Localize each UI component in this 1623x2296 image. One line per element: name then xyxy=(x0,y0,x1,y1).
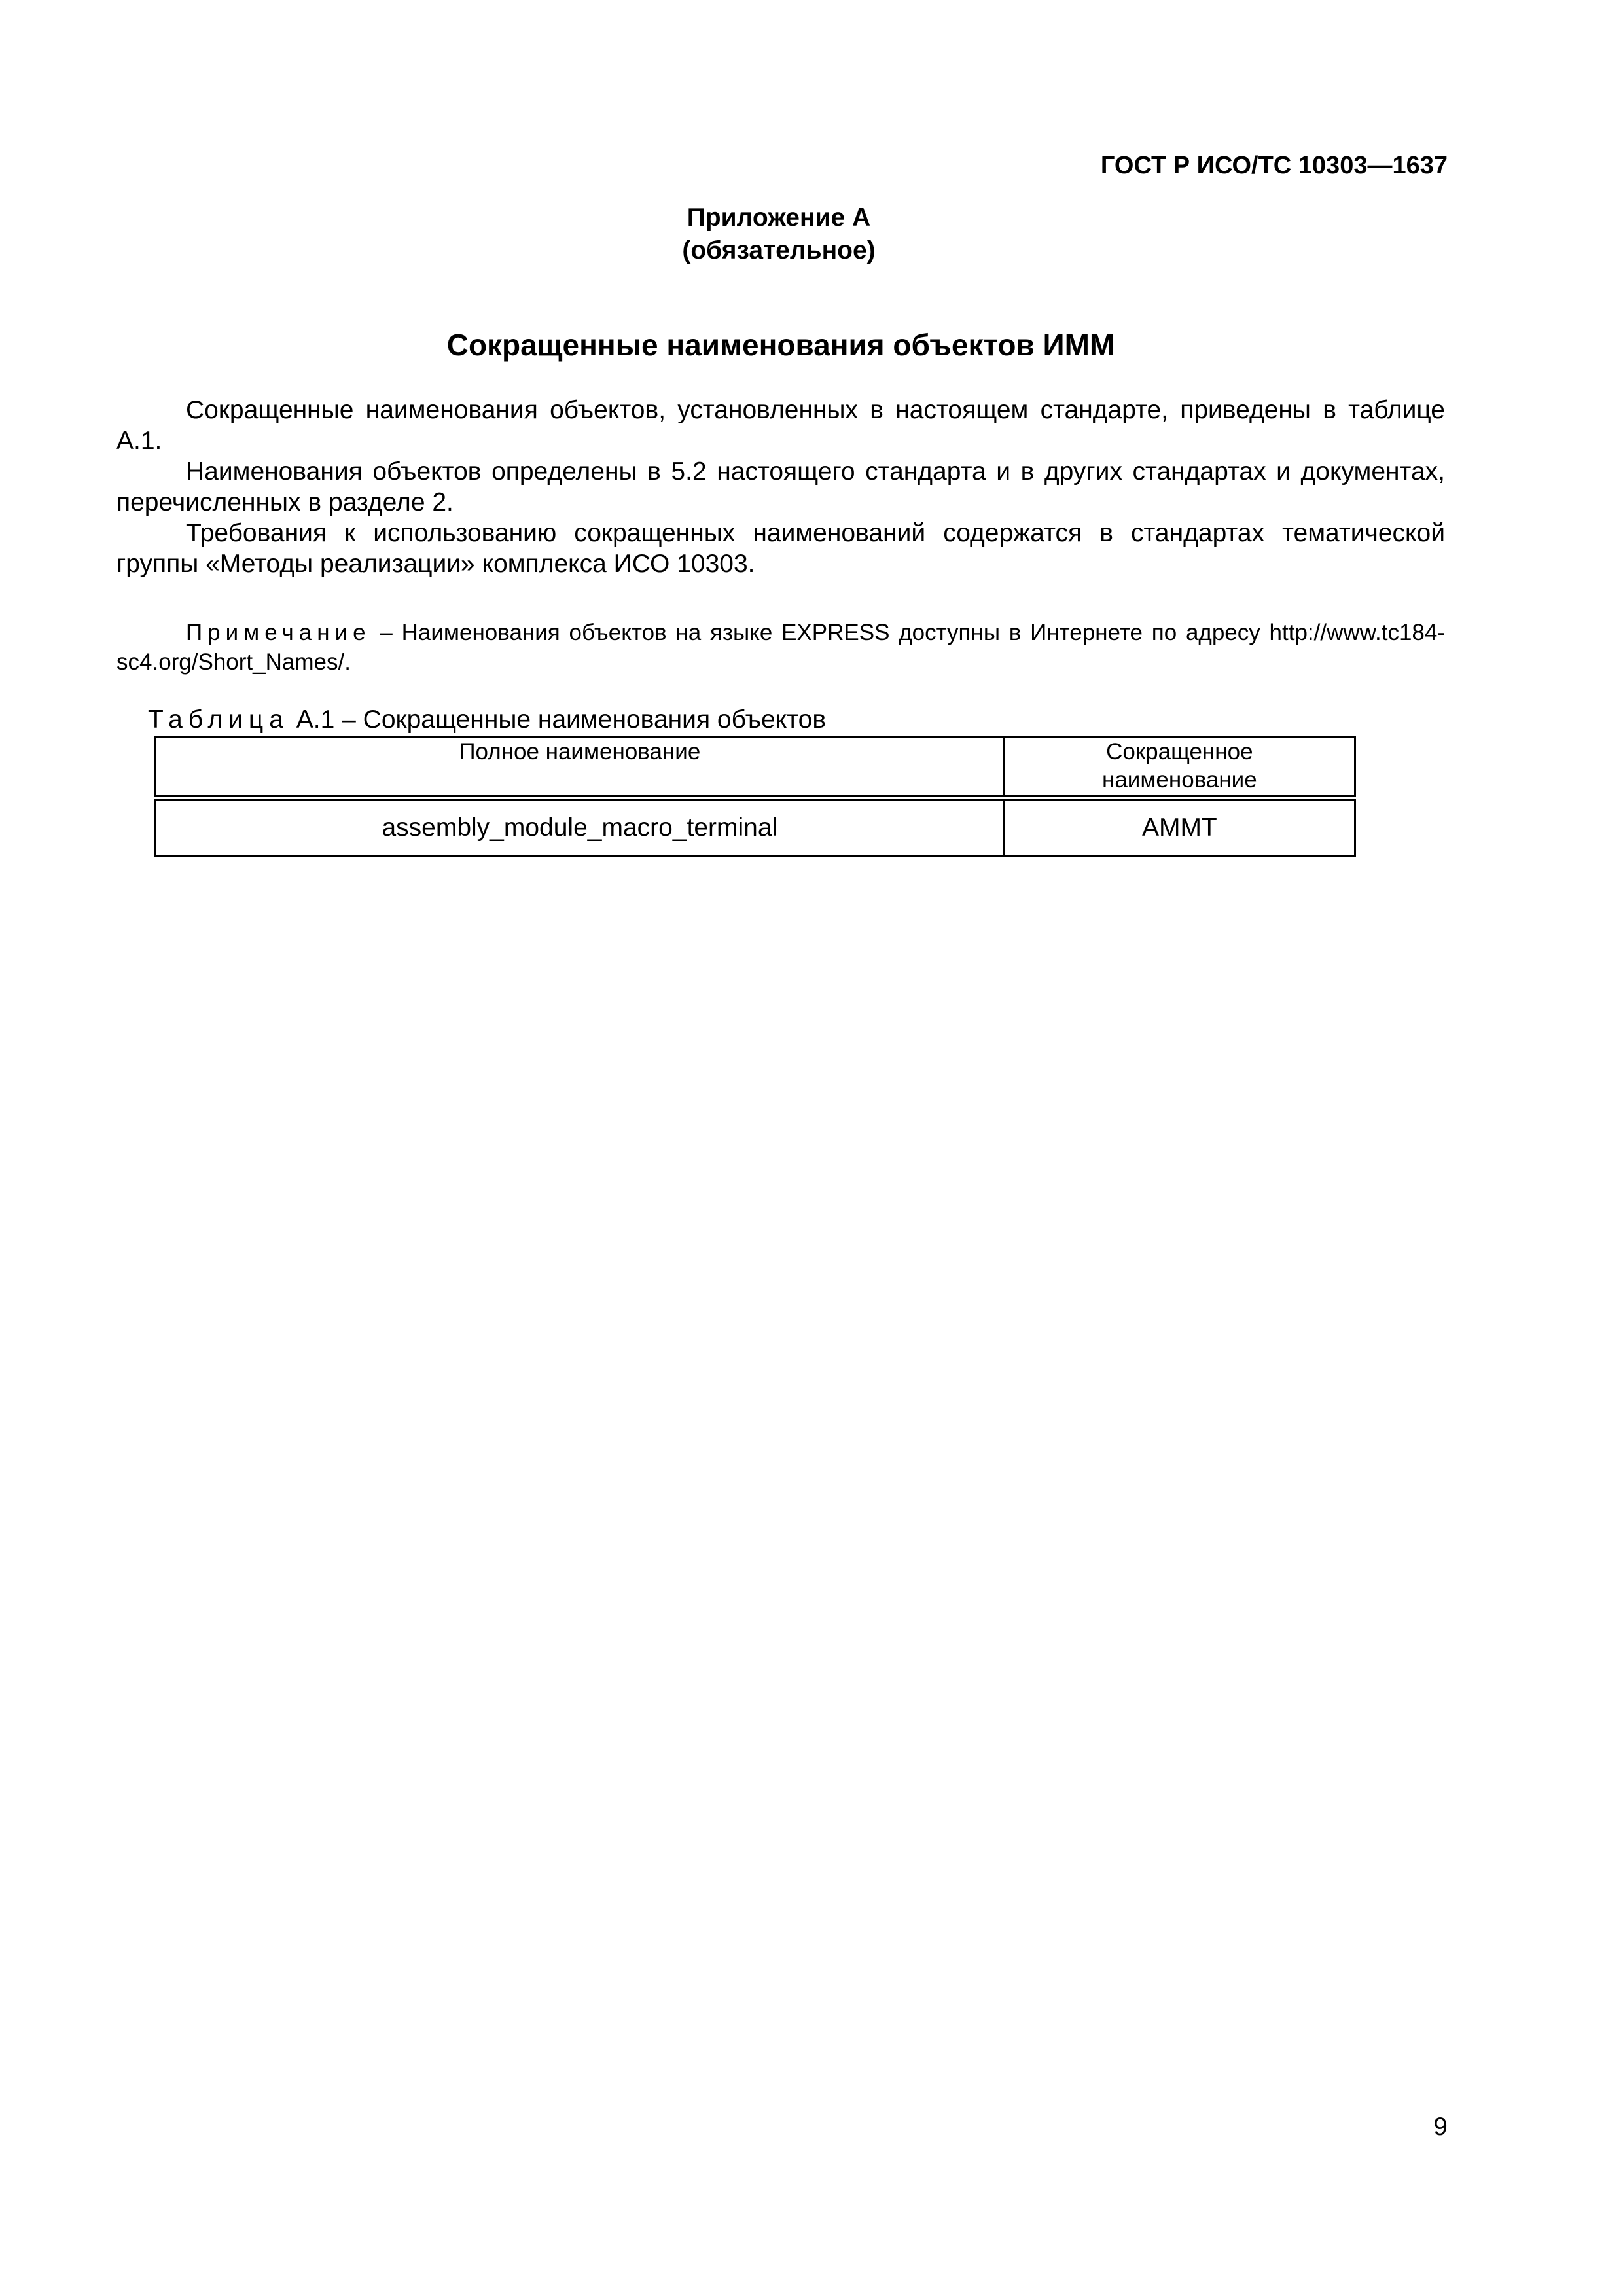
short-names-table xyxy=(154,736,1356,857)
cell-full-name: assembly_module_macro_terminal xyxy=(156,798,1005,856)
note-label: Примечание xyxy=(186,620,371,645)
header-short-name: Сокращенное наименование xyxy=(1004,737,1355,798)
table-caption xyxy=(148,706,826,734)
table-caption-label: Таблица xyxy=(148,706,289,734)
annex-heading xyxy=(589,202,969,267)
paragraph: Требования к использованию сокращенных наименований содержатся в стандартах тематической группы «Методы реализации» комплекса ИСО 10303. xyxy=(116,519,1445,578)
note-text: – Наименования объектов на языке EXPRESS доступны в Интернете по адресу http://www.tc184-sc4.org/Short_Names/. xyxy=(116,620,1445,675)
annex-title: Сокращенные наименования объектов ИММ xyxy=(446,328,1115,362)
table-row xyxy=(156,798,1355,856)
table-header-row xyxy=(156,737,1355,798)
document-code: ГОСТ Р ИСО/ТС 10303—1637 xyxy=(1100,152,1448,179)
table-caption-text: А.1 – Сокращенные наименования объектов xyxy=(289,706,827,734)
paragraph: Сокращенные наименования объектов, установленных в настоящем стандарте, приведены в таблице А.1. xyxy=(116,396,1445,455)
body-text xyxy=(116,395,1445,579)
annex-status: (обязательное) xyxy=(682,236,876,264)
paragraph: Наименования объектов определены в 5.2 настоящего стандарта и в других стандартах и документах, перечисленных в разделе 2. xyxy=(116,457,1445,516)
annex-label: Приложение А xyxy=(687,204,871,232)
header-full-name: Полное наименование xyxy=(156,737,1005,798)
note xyxy=(116,618,1445,677)
page-number: 9 xyxy=(1433,2113,1448,2141)
cell-short-name: AMMT xyxy=(1004,798,1355,856)
